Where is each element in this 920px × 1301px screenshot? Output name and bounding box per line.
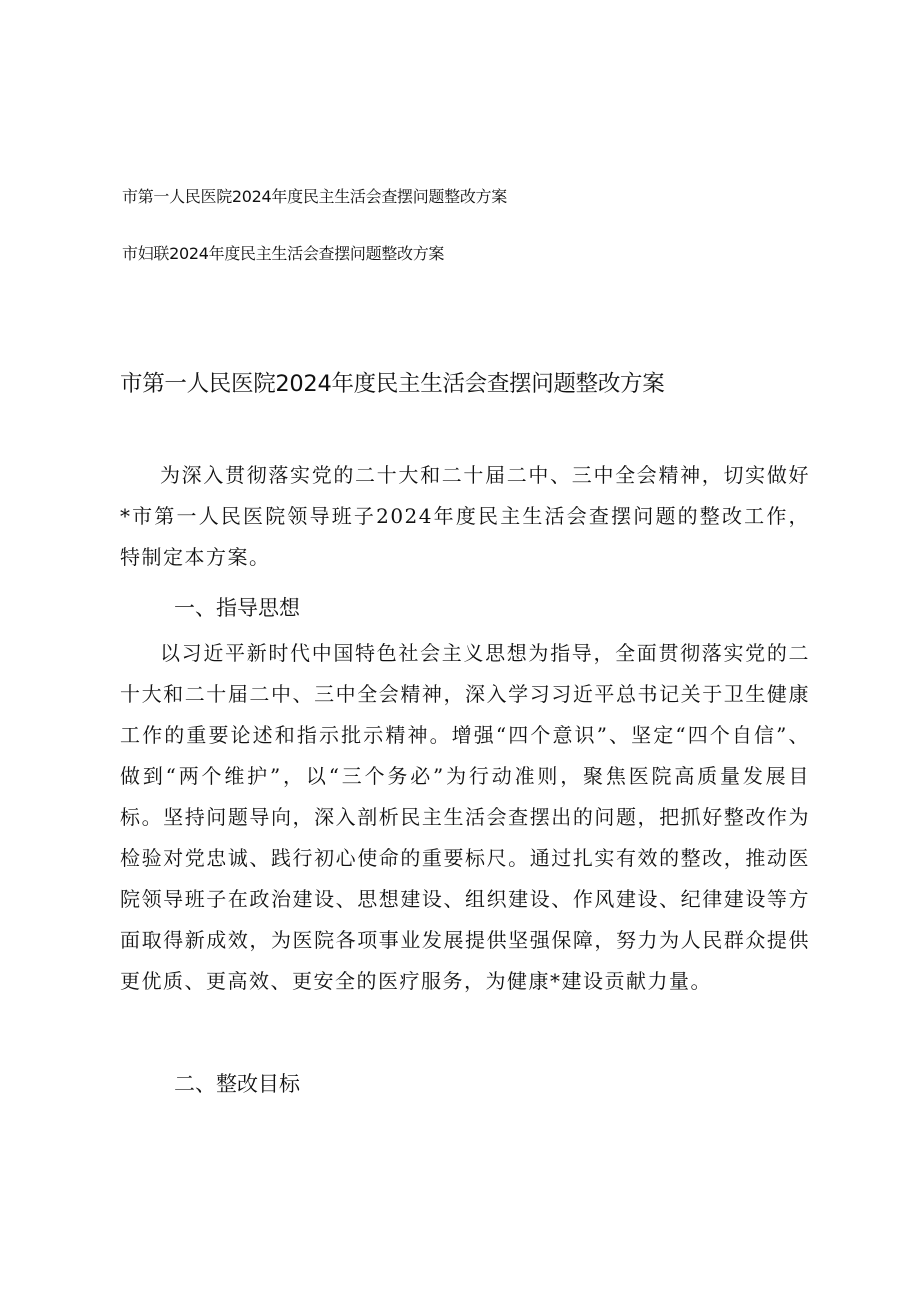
intro-paragraph: 为深入贯彻落实党的二十大和二十届二中、三中全会精神，切实做好*市第一人民医院领导班子2024年度民主生活会查摆问题的整改工作，特制定本方案。 bbox=[120, 463, 810, 569]
document-title: 市第一人民医院2024年度民主生活会查摆问题整改方案 bbox=[120, 371, 665, 397]
toc-item-hospital-plan[interactable]: 市第一人民医院2024年度民主生活会查摆问题整改方案 bbox=[122, 187, 507, 206]
section-heading-rectification-goals: 二、整改目标 bbox=[174, 1072, 300, 1096]
guiding-ideology-paragraph: 以习近平新时代中国特色社会主义思想为指导，全面贯彻落实党的二十大和二十届二中、三中全会精神，深入学习习近平总书记关于卫生健康工作的重要论述和指示批示精神。增强“四个意识”、坚定“四个自信”、做到“两个维护”，以“三个务必”为行动准则，聚焦医院高质量发展目标。坚持问题导向，深入剖析民主生活会查摆出的问题，把抓好整改作为检验对党忠诚、践行初心使命的重要标尺。通过扎实有效的整改，推动医院领导班子在政治建设、思想建设、组织建设、作风建设、纪律建设等方面取得新成效，为医院各项事业发展提供坚强保障，努力为人民群众提供更优质、更高效、更安全的医疗服务，为健康*建设贡献力量。 bbox=[120, 641, 810, 993]
toc-item-womens-federation-plan[interactable]: 市妇联2024年度民主生活会查摆问题整改方案 bbox=[122, 244, 445, 263]
section-heading-guiding-ideology: 一、指导思想 bbox=[174, 596, 300, 620]
